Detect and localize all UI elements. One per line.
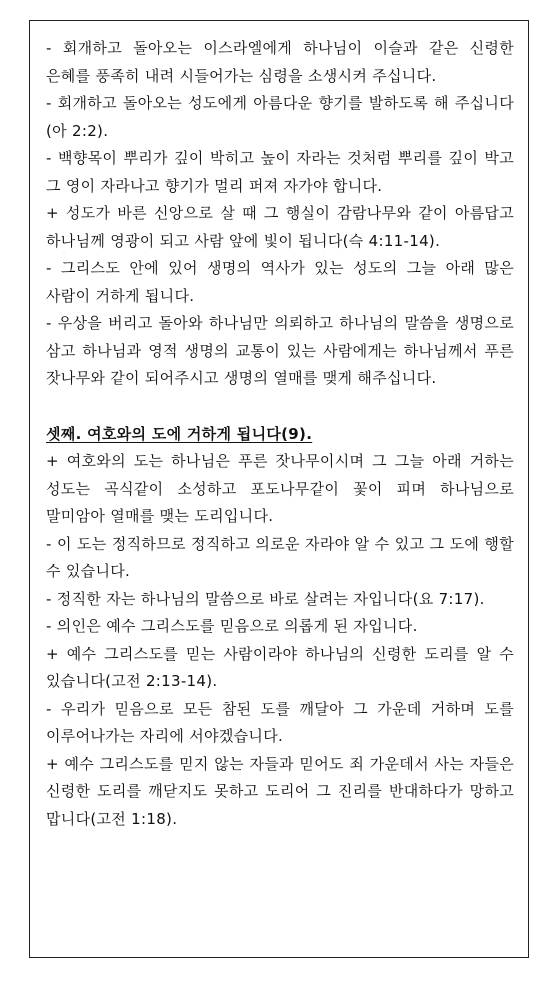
paragraph: - 회개하고 돌아오는 성도에게 아름다운 향기를 발하도록 해 주십니다(아 2:2). [46, 94, 514, 140]
section-heading: 셋째. 여호와의 도에 거하게 됩니다(9). [46, 424, 313, 443]
paragraph: - 의인은 예수 그리스도를 믿음으로 의롭게 된 자입니다. [46, 617, 418, 635]
sermon-text-box [29, 20, 529, 958]
paragraph: - 이 도는 정직하므로 정직하고 의로운 자라야 알 수 있고 그 도에 행할 수 있습니다. [46, 534, 514, 580]
paragraph: + 성도가 바른 신앙으로 살 때 그 행실이 감람나무와 같이 아름답고 하나님께 영광이 되고 사람 앞에 빛이 됩니다(슥 4:11-14). [46, 204, 514, 250]
paragraph: + 예수 그리스도를 믿지 않는 자들과 믿어도 죄 가운데서 사는 자들은 신령한 도리를 깨닫지도 못하고 도리어 그 진리를 반대하다가 망하고 맙니다(고전 1:18). [46, 754, 514, 828]
paragraph: - 백향목이 뿌리가 깊이 박히고 높이 자라는 것처럼 뿌리를 깊이 박고 그 영이 자라나고 향기가 멀리 퍼져 자가야 합니다. [46, 149, 514, 195]
section-spacer [46, 393, 514, 421]
paragraph: + 여호와의 도는 하나님은 푸른 잣나무이시며 그 그늘 아래 거하는 성도는 곡식같이 소성하고 포도나무같이 꽃이 피며 하나님으로 말미암아 열매를 맺는 도리입니다. [46, 452, 514, 525]
paragraph: - 정직한 자는 하나님의 말씀으로 바로 살려는 자입니다(요 7:17). [46, 589, 485, 608]
paragraph: - 우상을 버리고 돌아와 하나님만 의뢰하고 하나님의 말씀을 생명으로 삼고 하나님과 영적 생명의 교통이 있는 사람에게는 하나님께서 푸른 잣나무와 같이 되어주시고 생명의 열매를 맺게 해주십니다. [46, 314, 514, 387]
paragraph: + 예수 그리스도를 믿는 사람이라야 하나님의 신령한 도리를 알 수 있습니다(고전 2:13-14). [46, 644, 514, 690]
paragraph: - 그리스도 안에 있어 생명의 역사가 있는 성도의 그늘 아래 많은 사람이 거하게 됩니다. [46, 259, 514, 305]
paragraph: - 우리가 믿음으로 모든 참된 도를 깨달아 그 가운데 거하며 도를 이루어나가는 자리에 서야겠습니다. [46, 699, 514, 745]
paragraph: - 회개하고 돌아오는 이스라엘에게 하나님이 이슬과 같은 신령한 은혜를 풍족히 내려 시들어가는 심령을 소생시켜 주십니다. [46, 39, 514, 85]
